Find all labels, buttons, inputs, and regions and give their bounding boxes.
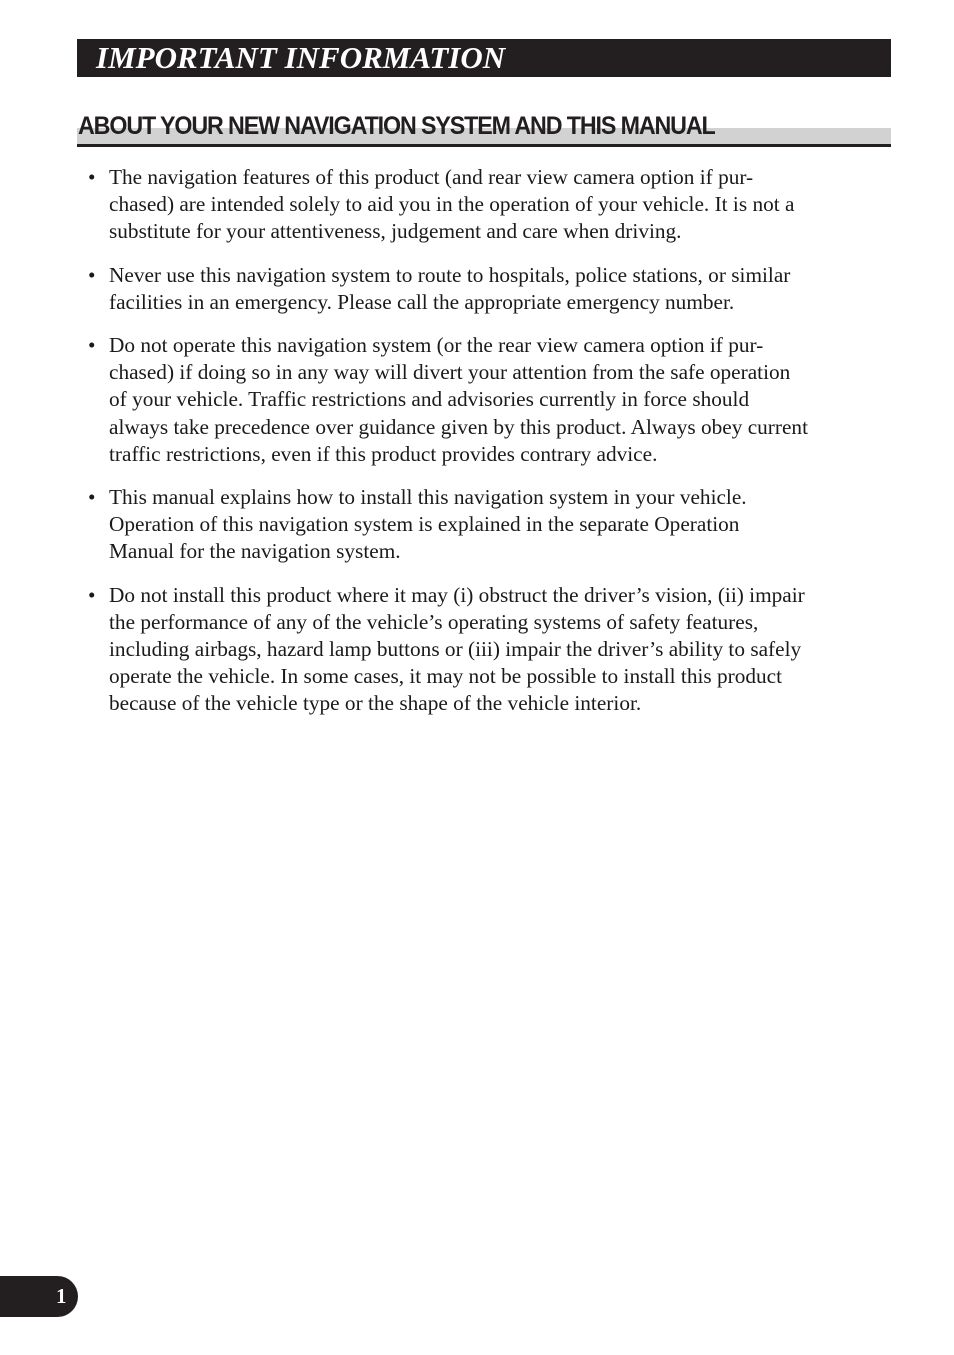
bullet-line: This manual explains how to install this navigation system in your vehicle. (109, 485, 747, 510)
bullet-marker: • (88, 262, 96, 287)
bullet-line: chased) if doing so in any way will divert your attention from the safe operation (109, 360, 791, 385)
bullet-marker: • (88, 582, 96, 607)
bullet-line: of your vehicle. Traffic restrictions and advisories currently in force should (109, 387, 750, 412)
bullet-marker: • (88, 333, 96, 358)
list-item (88, 164, 868, 246)
bullet-marker: • (88, 165, 96, 189)
bullet-line: traffic restrictions, even if this product provides contrary advice. (109, 441, 658, 466)
bullet-line: Manual for the navigation system. (109, 539, 401, 564)
list-item (88, 332, 868, 468)
bullet-line: the performance of any of the vehicle’s operating systems of safety features, (109, 609, 759, 634)
bullet-line: facilities in an emergency. Please call the appropriate emergency number. (109, 289, 735, 314)
bullet-line: substitute for your attentiveness, judgement and care when driving. (109, 219, 682, 244)
list-item (88, 582, 868, 718)
bullet-list (88, 164, 868, 734)
section-heading-text: ABOUT YOUR NEW NAVIGATION SYSTEM AND THIS MANUAL (78, 112, 715, 140)
bullet-line: Do not operate this navigation system (or the rear view camera option if pur- (109, 333, 764, 358)
bullet-line: Do not install this product where it may (i) obstruct the driver’s vision, (ii) impair (109, 582, 805, 607)
bullet-line: Never use this navigation system to route to hospitals, police stations, or similar (109, 262, 791, 287)
list-item (88, 262, 868, 316)
section-heading-rule (77, 144, 891, 147)
bullet-line: The navigation features of this product (and rear view camera option if pur- (109, 165, 754, 189)
chapter-title: IMPORTANT INFORMATION (96, 40, 506, 75)
bullet-line: operate the vehicle. In some cases, it may not be possible to install this product (109, 664, 783, 689)
chapter-title-bar (77, 39, 891, 77)
page-number: 1 (56, 1284, 67, 1308)
list-item (88, 484, 868, 566)
bullet-marker: • (88, 485, 96, 510)
section-heading (77, 110, 891, 147)
bullet-line: Operation of this navigation system is explained in the separate Operation (109, 512, 740, 537)
page-number-tab (0, 1276, 78, 1317)
bullet-line: always take precedence over guidance given by this product. Always obey current (109, 414, 808, 439)
bullet-line: chased) are intended solely to aid you in the operation of your vehicle. It is not a (109, 192, 795, 217)
bullet-line: because of the vehicle type or the shape of the vehicle interior. (109, 691, 642, 716)
bullet-line: including airbags, hazard lamp buttons or (iii) impair the driver’s ability to safely (109, 637, 802, 662)
